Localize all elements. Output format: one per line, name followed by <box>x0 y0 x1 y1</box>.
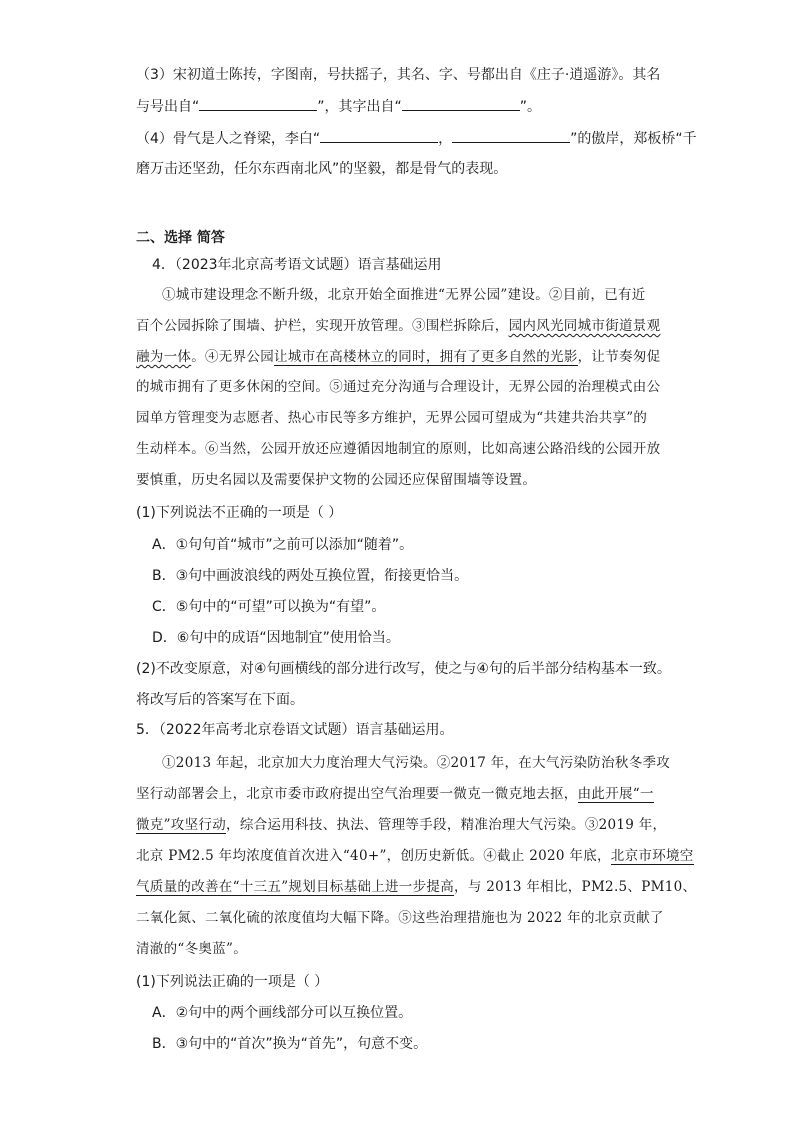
q3-text-a: 与号出自“ <box>136 99 200 115</box>
p5-sub1-stem: (1)下列说法正确的一项是（ ） <box>136 974 329 990</box>
q3-text-b: ”，其字出自“ <box>317 99 402 115</box>
p5-passage-l3 <box>136 815 666 835</box>
p5-l5-text: ，与 2013 年相比，PM2.5、PM10、 <box>454 879 697 895</box>
p4-sub1-stem: (1)下列说法不正确的一项是（ ） <box>136 505 343 521</box>
q4-text-a: （4）骨气是人之脊梁，李白“ <box>136 131 321 147</box>
q3-blank-2[interactable] <box>402 96 520 111</box>
p5-passage-l1: ①2013 年起，北京加大力度治理大气污染。②2017 年，在大气污染防治秋冬季攻 <box>162 755 671 771</box>
p5-l3-text: ，综合运用科技、执法、管理等手段，精准治理大气污染。③2019 年， <box>226 817 667 833</box>
q4-line1 <box>136 128 697 149</box>
q4-text-c: ”的傲岸，郑板桥“千 <box>570 131 697 147</box>
p4-passage-l1: ①城市建设理念不断升级，北京开始全面推进“无界公园”建设。②目前，已有近 <box>162 287 646 303</box>
p4-l3-text-b: 。④无界公园 <box>191 349 275 365</box>
p4-sub2-line1: (2)不改变原意，对④句画横线的部分进行改写，使之与④句的后半部分结构基本一致。 <box>136 661 671 677</box>
p5-passage-l5 <box>136 877 696 897</box>
p5-passage-l7: 清澈的“冬奥蓝”。 <box>136 941 248 957</box>
p5-header: 5．（2022年高考北京卷语文试题）语言基础运用。 <box>136 722 454 738</box>
p5-passage-l4 <box>136 846 694 866</box>
p4-option-d[interactable]: D．⑥句中的成语“因地制宜”使用恰当。 <box>152 630 400 646</box>
q4-line2: 磨万击还坚劲，任尔东西南北风”的坚毅，都是骨气的表现。 <box>136 161 508 177</box>
p4-passage-l7: 要慎重，历史名园以及需要保护文物的公园还应保留围墙等设置。 <box>136 472 537 488</box>
q3-line2 <box>136 96 541 117</box>
p4-passage-l2 <box>136 316 660 336</box>
p5-underline-2b: 气质量的改善在“十三五”规划目标基础上进一步提高 <box>136 879 455 895</box>
p4-wavy-1: 园内风光同城市街道景观 <box>508 318 661 334</box>
p4-l3-text-c: ，让节奏匆促 <box>577 349 661 365</box>
q3-text-c: ”。 <box>519 99 542 115</box>
p5-underline-1b: 微克”攻坚行动 <box>136 817 227 833</box>
p4-passage-l3 <box>136 347 660 367</box>
q4-blank-1[interactable] <box>320 128 438 143</box>
q3-blank-1[interactable] <box>199 96 317 111</box>
p4-l2-text: 百个公园拆除了围墙、护栏，实现开放管理。③围栏拆除后， <box>136 318 509 334</box>
p4-wavy-2: 融为一体 <box>136 349 192 365</box>
p4-header: 4．（2023年北京高考语文试题）语言基础运用 <box>152 257 442 273</box>
p5-l2-text: 坚行动部署会上，北京市委市政府提出空气治理要一微克一微克地去抠， <box>136 786 578 802</box>
section-title: 二、选择 简答 <box>136 230 225 246</box>
p5-l4-text: 北京 PM2.5 年均浓度值首次进入“40+”，创历史新低。④截止 2020 年底， <box>136 848 611 864</box>
p4-underline: 让城市在高楼林立的同时，拥有了更多自然的光影 <box>274 349 578 365</box>
p5-underline-2a: 北京市环境空 <box>610 848 694 864</box>
p4-passage-l4: 的城市拥有了更多休闲的空间。⑤通过充分沟通与合理设计，无界公园的治理模式由公 <box>136 379 661 395</box>
p5-passage-l6: 二氧化氮、二氧化硫的浓度值均大幅下降。⑤这些治理措施也为 2022 年的北京贡献了 <box>136 910 664 926</box>
p5-passage-l2 <box>136 784 654 804</box>
p4-sub2-line2: 将改写后的答案写在下面。 <box>136 692 304 708</box>
q3-line1: （3）宋初道士陈抟，字图南，号扶摇子，其名、字、号都出自《庄子·逍遥游》。其名 <box>136 67 661 83</box>
q4-text-b: ， <box>438 131 453 147</box>
p5-option-b[interactable]: B．③句中的“首次”换为“首先”，句意不变。 <box>152 1036 428 1052</box>
q4-blank-2[interactable] <box>452 128 570 143</box>
p4-passage-l6: 生动样本。⑥当然，公园开放还应遵循因地制宜的原则，比如高速公路沿线的公园开放 <box>136 441 661 457</box>
p4-passage-l5: 园单方管理变为志愿者、热心市民等多方维护，无界公园可望成为“共建共治共享”的 <box>136 410 648 426</box>
p4-option-a[interactable]: A．①句句首“城市”之前可以添加“随着”。 <box>152 537 414 553</box>
p5-underline-1a: 由此开展“一 <box>577 786 654 802</box>
p5-option-a[interactable]: A．②句中的两个画线部分可以互换位置。 <box>152 1005 413 1021</box>
p4-option-b[interactable]: B．③句中画波浪线的两处互换位置，衔接更恰当。 <box>152 568 469 584</box>
p4-option-c[interactable]: C．⑤句中的“可望”可以换为“有望”。 <box>152 599 386 615</box>
